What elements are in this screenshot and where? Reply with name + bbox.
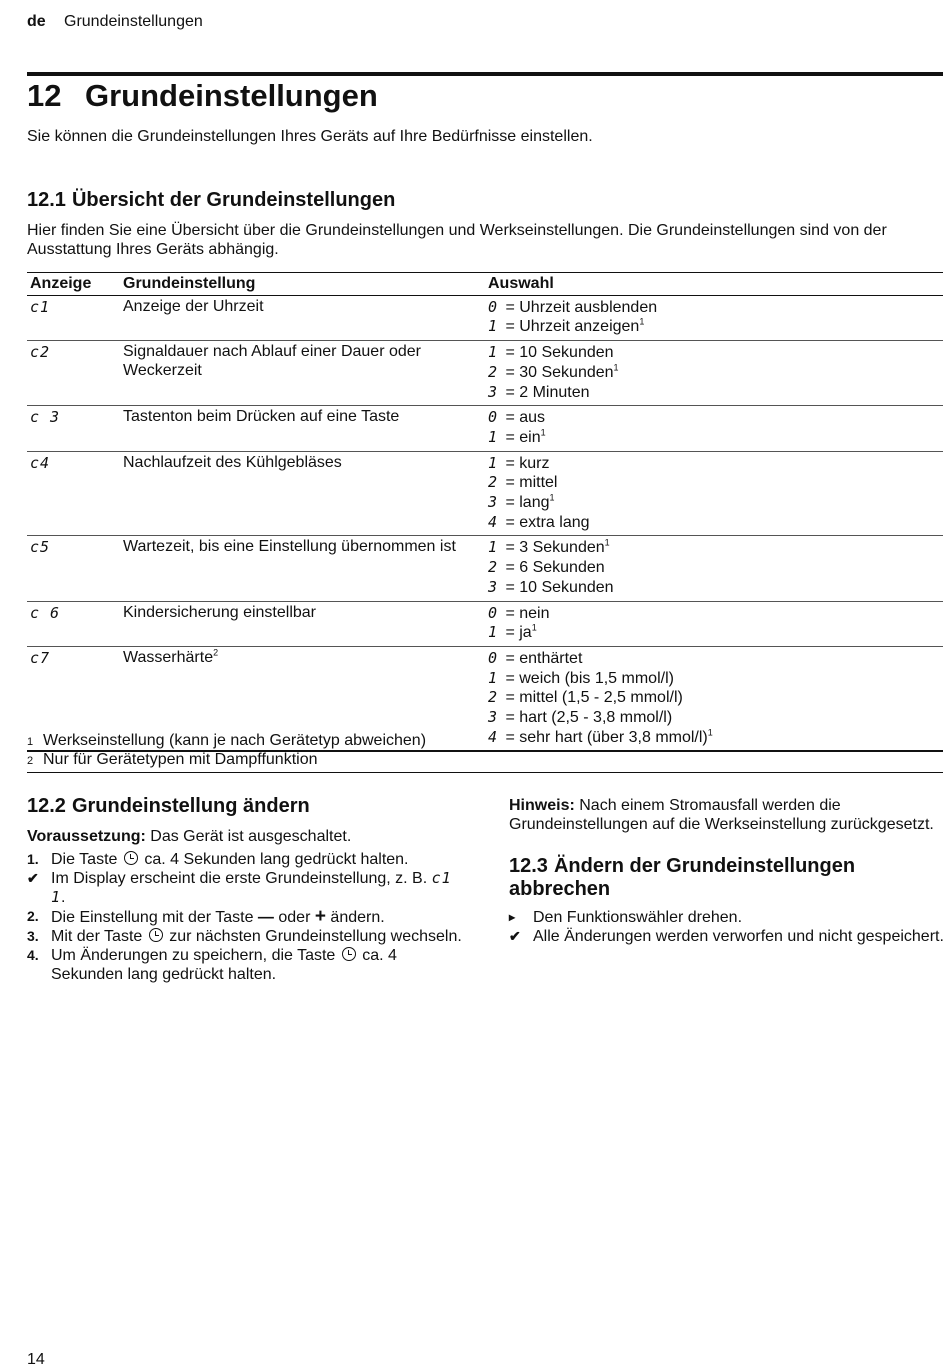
option-text: = Uhrzeit anzeigen [505, 318, 640, 336]
option-text: = lang [505, 494, 550, 512]
clock-icon [124, 851, 138, 865]
option-code: 1 [488, 427, 499, 446]
cancel-step-list [509, 908, 945, 946]
setting-name: Kindersicherung einstellbar [123, 603, 316, 621]
table-body [27, 295, 943, 751]
section-title: Grundeinstellung ändern [71, 795, 310, 817]
option-line [488, 558, 941, 578]
option-line [488, 493, 941, 513]
option-code: 1 [488, 668, 499, 687]
step-text: oder [278, 909, 311, 926]
table-row [27, 406, 943, 451]
section-number: 12.1 [27, 189, 66, 211]
option-text: = 6 Sekunden [505, 559, 605, 577]
section-title: Übersicht der Grundeinstellungen [71, 189, 396, 211]
step [27, 927, 467, 946]
display-code: c1 [30, 297, 51, 316]
column-header: Anzeige [27, 273, 120, 296]
note [509, 796, 945, 834]
footnote-ref: 1 [604, 538, 610, 549]
display-code-cell [27, 536, 120, 601]
step-number: 2. [27, 908, 39, 924]
step-text: Mit der Taste [51, 928, 143, 945]
step-text: ändern. [330, 909, 385, 926]
step [509, 908, 945, 927]
display-code-cell [27, 406, 120, 451]
option-text: = 10 Sekunden [505, 578, 614, 596]
footnote-text: Werkseinstellung (kann je nach Gerätetyp abweichen) [43, 732, 427, 749]
option-code: 1 [488, 317, 499, 336]
option-code: 0 [488, 648, 499, 667]
setting-cell [120, 451, 485, 536]
option-line [488, 298, 941, 318]
section-number: 12.2 [27, 795, 66, 817]
option-line [488, 473, 941, 493]
option-line [488, 708, 941, 728]
option-text: = nein [505, 604, 550, 622]
setting-name: Nachlaufzeit des Kühlgebläses [123, 453, 342, 471]
step-text: Im Display erscheint die erste Grundeinstellung, z. B. [51, 870, 428, 887]
section-heading-12-2 [27, 795, 310, 818]
step [27, 946, 467, 984]
footnote-text: Nur für Gerätetypen mit Dampffunktion [43, 751, 318, 768]
option-text: = extra lang [505, 513, 590, 531]
setting-cell [120, 341, 485, 406]
table-row [27, 601, 943, 646]
language-code: de [27, 13, 46, 30]
arrow-icon: ▸ [509, 910, 516, 924]
step-result [509, 927, 945, 946]
option-text: = mittel (1,5 - 2,5 mmol/l) [505, 689, 683, 707]
clock-icon [342, 947, 356, 961]
setting-cell [120, 406, 485, 451]
option-text: = mittel [505, 474, 558, 492]
table-row [27, 536, 943, 601]
footnote-mark: 1 [27, 736, 34, 748]
option-text: = sehr hart (über 3,8 mmol/l) [505, 728, 708, 746]
option-code: 2 [488, 473, 499, 492]
table-row [27, 451, 943, 536]
option-line [488, 343, 941, 363]
option-line [488, 513, 941, 533]
footnote-ref: 1 [639, 317, 645, 328]
option-line [488, 649, 941, 669]
option-code: 2 [488, 558, 499, 577]
step-text: . [61, 889, 66, 906]
option-code: 2 [488, 362, 499, 381]
option-text: = 2 Minuten [505, 383, 590, 401]
display-code: c1 1 [51, 869, 452, 906]
option-line [488, 669, 941, 689]
display-code: c4 [30, 453, 51, 472]
option-text: = Uhrzeit ausblenden [505, 298, 658, 316]
step-number: 4. [27, 947, 39, 963]
option-code: 1 [488, 623, 499, 642]
option-line [488, 623, 941, 643]
step-text: Die Taste [51, 851, 118, 868]
step-text: Alle Änderungen werden verworfen und nicht gespeichert. [533, 928, 944, 945]
step-number: 1. [27, 851, 39, 867]
display-code: c 3 [30, 408, 61, 427]
column-header: Auswahl [485, 273, 943, 296]
option-line [488, 408, 941, 428]
option-text: = 10 Sekunden [505, 344, 614, 362]
page-number: 14 [27, 1351, 45, 1368]
option-line [488, 363, 941, 383]
options-cell [485, 536, 943, 601]
step-result [27, 869, 467, 907]
note-text: Nach einem Stromausfall werden die Grundeinstellungen auf die Werkseinstellung zurückgesetzt. [509, 797, 934, 833]
chapter-rule [27, 72, 943, 76]
option-text: = enthärtet [505, 649, 583, 667]
chapter-intro: Sie können die Grundeinstellungen Ihres Geräts auf Ihre Bedürfnisse einstellen. [27, 128, 593, 145]
options-cell [485, 295, 943, 340]
step-text: Den Funktionswähler drehen. [533, 909, 743, 926]
option-code: 4 [488, 512, 499, 531]
option-line [488, 604, 941, 624]
option-code: 0 [488, 408, 499, 427]
clock-icon [149, 928, 163, 942]
setting-name: Wasserhärte [123, 648, 214, 666]
prerequisite [27, 827, 467, 846]
prerequisite-label: Voraussetzung: [27, 828, 146, 845]
option-code: 0 [488, 603, 499, 622]
footnote-mark: 2 [27, 755, 34, 767]
option-code: 0 [488, 297, 499, 316]
option-line [488, 383, 941, 403]
chapter-heading [27, 78, 378, 114]
step [27, 907, 467, 927]
options-cell [485, 341, 943, 406]
footnote-ref: 1 [549, 492, 555, 503]
option-code: 3 [488, 382, 499, 401]
display-code: c7 [30, 648, 51, 667]
options-cell [485, 406, 943, 451]
prerequisite-text: Das Gerät ist ausgeschaltet. [145, 828, 352, 845]
footnote [27, 751, 943, 770]
option-text: = hart (2,5 - 3,8 mmol/l) [505, 709, 673, 727]
note-label: Hinweis: [509, 797, 575, 814]
section-heading-12-3 [509, 855, 929, 901]
option-line [488, 454, 941, 474]
option-text: = ja [505, 624, 532, 642]
option-code: 3 [488, 493, 499, 512]
chapter-title: Grundeinstellungen [85, 78, 378, 113]
display-code-cell [27, 601, 120, 646]
display-code-cell [27, 341, 120, 406]
option-text: = kurz [505, 454, 550, 472]
setting-name: Anzeige der Uhrzeit [123, 297, 264, 315]
running-header-title: Grundeinstellungen [64, 13, 203, 30]
option-line [488, 317, 941, 337]
step-list [27, 850, 467, 984]
step [27, 850, 467, 869]
option-code: 3 [488, 708, 499, 727]
option-line [488, 538, 941, 558]
options-cell [485, 451, 943, 536]
setting-name: Wartezeit, bis eine Einstellung übernommen ist [123, 538, 456, 556]
section-number: 12.3 [509, 855, 548, 877]
footnote-ref: 2 [213, 647, 219, 658]
option-code: 2 [488, 688, 499, 707]
option-text: = ein [505, 428, 541, 446]
option-line [488, 428, 941, 448]
setting-cell [120, 601, 485, 646]
step-number: 3. [27, 928, 39, 944]
option-code: 1 [488, 453, 499, 472]
column-header: Grundeinstellung [120, 273, 485, 296]
option-text: = 3 Sekunden [505, 539, 605, 557]
footnote-ref: 1 [540, 427, 546, 438]
section-title: Ändern der Grundeinstellungen abbrechen [509, 855, 856, 900]
chapter-number: 12 [27, 78, 62, 113]
option-code: 3 [488, 577, 499, 596]
check-icon: ✔ [27, 870, 39, 886]
table-row [27, 341, 943, 406]
footnote-ref: 1 [707, 727, 713, 738]
step-text: Um Änderungen zu speichern, die Taste [51, 947, 336, 964]
display-code: c 6 [30, 603, 61, 622]
step-text: zur nächsten Grundeinstellung wechseln. [169, 928, 462, 945]
step-text: ca. 4 Sekunden lang gedrückt halten. [144, 851, 409, 868]
setting-name: Tastenton beim Drücken auf eine Taste [123, 408, 400, 426]
option-text: = 30 Sekunden [505, 363, 614, 381]
option-code: 1 [488, 343, 499, 362]
footnote [27, 732, 943, 751]
setting-cell [120, 295, 485, 340]
step-text: Die Einstellung mit der Taste [51, 909, 254, 926]
option-line [488, 688, 941, 708]
table-row [27, 295, 943, 340]
check-icon: ✔ [509, 928, 521, 944]
options-cell [485, 601, 943, 646]
option-code: 4 [488, 727, 499, 746]
option-code: 1 [488, 538, 499, 557]
section-intro: Hier finden Sie eine Übersicht über die Grundeinstellungen und Werkseinstellungen. Die Grundeinstellungen sind von der Ausstattung Ihres Geräts abhängig. [27, 222, 887, 258]
display-code-cell [27, 295, 120, 340]
minus-icon: — [257, 909, 274, 926]
settings-table [27, 272, 943, 752]
footnote-ref: 1 [531, 622, 537, 633]
option-text: = aus [505, 409, 546, 427]
setting-name: Signaldauer nach Ablauf einer Dauer oder Weckerzeit [123, 343, 421, 379]
display-code-cell [27, 451, 120, 536]
footnote-ref: 1 [613, 362, 619, 373]
step-text: ca. 4 Sekunden lang gedrückt halten. [51, 947, 397, 983]
section-heading-12-1 [27, 189, 395, 212]
display-code: c2 [30, 343, 51, 362]
option-text: = weich (bis 1,5 mmol/l) [505, 669, 674, 687]
table-header-row [27, 273, 943, 296]
option-line [488, 578, 941, 598]
display-code: c5 [30, 538, 51, 557]
plus-icon: + [314, 906, 326, 927]
table-footnotes [27, 732, 943, 773]
setting-cell [120, 536, 485, 601]
